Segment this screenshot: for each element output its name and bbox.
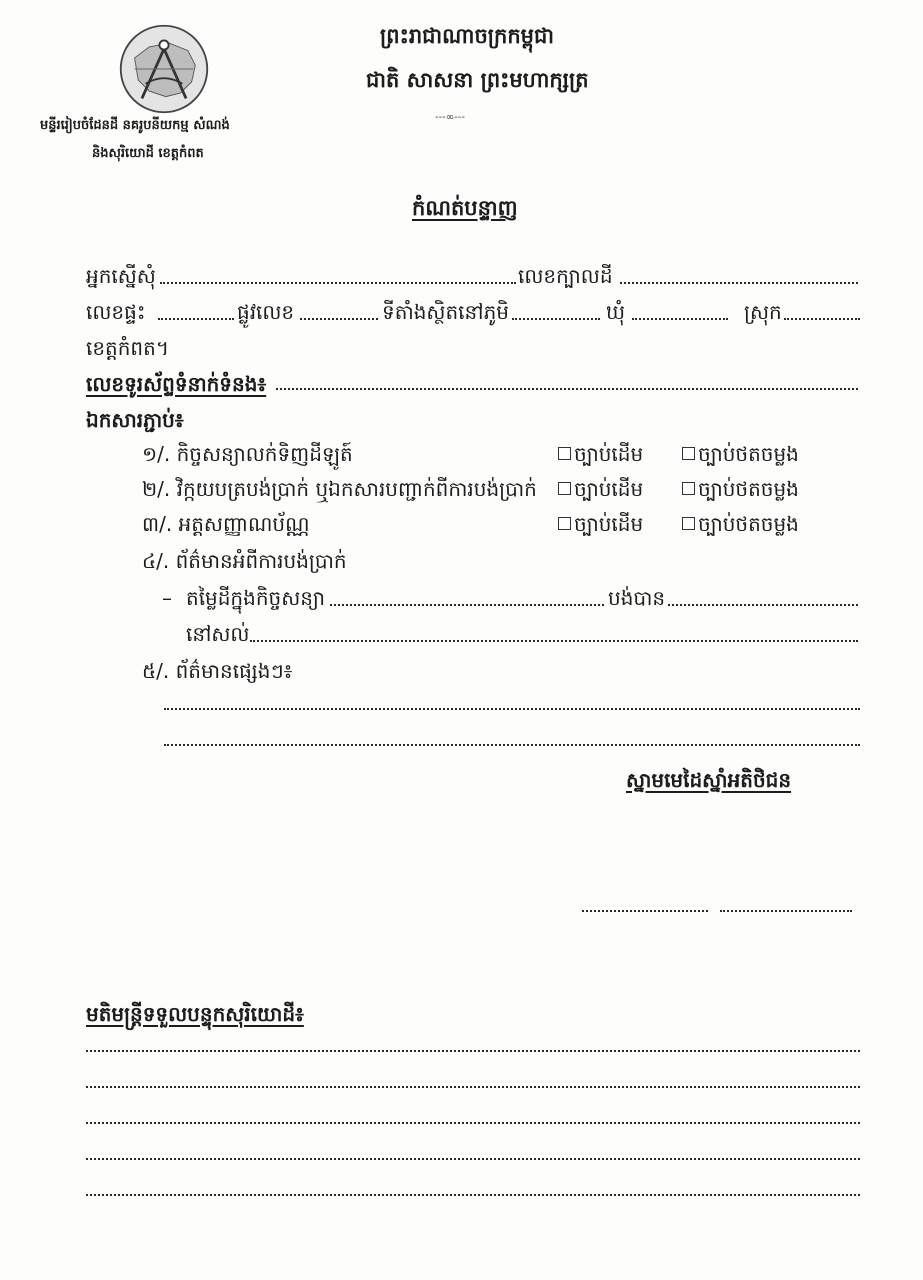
kingdom-title: ព្រះរាជាណាចក្រកម្ពុជា bbox=[380, 24, 555, 48]
header-ornament: ---∞--- bbox=[435, 112, 465, 123]
house-number-field[interactable] bbox=[158, 318, 234, 320]
remaining-field[interactable] bbox=[250, 640, 858, 642]
item-2-copy-checkbox[interactable] bbox=[682, 482, 695, 495]
phone-label: លេខទូរស័ព្ទទំនាក់ទំនង៖ bbox=[86, 372, 267, 396]
district-field[interactable] bbox=[784, 318, 860, 320]
attachment-item-3: ៣/. អត្តសញ្ញាណប័ណ្ណ bbox=[142, 512, 310, 536]
agency-name-line1: មន្ទីររៀបចំដែនដី នគរូបនីយកម្ម សំណង់ bbox=[40, 118, 230, 133]
paid-label: បង់បាន bbox=[608, 586, 666, 610]
other-info-line-2[interactable] bbox=[164, 744, 860, 746]
officer-opinion-label: មតិមន្ត្រីទទួលបន្ទុកសុរិយោដី៖ bbox=[86, 1002, 304, 1026]
officer-opinion-line-1[interactable] bbox=[86, 1050, 860, 1052]
item-1-copy-label: ច្បាប់ថតចម្លង bbox=[698, 442, 799, 466]
attachment-item-5: ៥/. ព័ត៌មានផ្សេងៗ៖ bbox=[142, 659, 293, 683]
officer-opinion-line-3[interactable] bbox=[86, 1122, 860, 1124]
signature-name-field-2[interactable] bbox=[720, 910, 852, 912]
district-label: ស្រុក bbox=[744, 300, 782, 324]
attachment-item-4: ៤/. ព័ត៌មានអំពីការបង់ប្រាក់ bbox=[142, 549, 347, 573]
village-label: ទីតាំងស្ថិតនៅភូមិ bbox=[382, 300, 509, 324]
street-number-field[interactable] bbox=[300, 318, 378, 320]
item-2-original-checkbox[interactable] bbox=[558, 482, 571, 495]
attachments-heading: ឯកសារភ្ជាប់៖ bbox=[86, 408, 184, 432]
item-3-copy-checkbox[interactable] bbox=[682, 517, 695, 530]
agency-name-line2: និងសុរិយោដី ខេត្តកំពត bbox=[92, 146, 204, 161]
officer-opinion-line-4[interactable] bbox=[86, 1158, 860, 1160]
attachment-item-2: ២/. វិក្កយបត្របង់ប្រាក់ ឬឯកសារបញ្ជាក់ពីការបង់ប្រាក់ bbox=[142, 477, 537, 501]
house-number-label: លេខផ្ទះ bbox=[86, 300, 146, 324]
officer-opinion-line-5[interactable] bbox=[86, 1194, 860, 1196]
remaining-label: នៅសល់ bbox=[186, 622, 250, 646]
officer-opinion-line-2[interactable] bbox=[86, 1086, 860, 1088]
applicant-label: អ្នកស្នើសុំ bbox=[86, 264, 156, 288]
price-dash: – bbox=[162, 586, 172, 610]
village-field[interactable] bbox=[512, 318, 600, 320]
document-title: កំណត់បន្ទាញ bbox=[412, 196, 518, 220]
customer-signature-label: ស្នាមមេដៃស្នាំអតិថិជន bbox=[626, 768, 792, 792]
item-3-original-checkbox[interactable] bbox=[558, 517, 571, 530]
land-number-field[interactable] bbox=[620, 282, 858, 284]
item-2-copy-label: ច្បាប់ថតចម្លង bbox=[698, 477, 799, 501]
province-label: ខេត្តកំពត។ bbox=[86, 336, 170, 360]
contract-price-label: តម្លៃដីក្នុងកិច្ចសន្យា bbox=[186, 586, 325, 610]
commune-field[interactable] bbox=[632, 318, 728, 320]
item-1-copy-checkbox[interactable] bbox=[682, 447, 695, 460]
applicant-field[interactable] bbox=[160, 282, 516, 284]
commune-label: ឃុំ bbox=[606, 300, 626, 324]
item-1-original-checkbox[interactable] bbox=[558, 447, 571, 460]
land-number-label: លេខក្បាលដី bbox=[518, 264, 613, 288]
signature-name-field-1[interactable] bbox=[582, 910, 708, 912]
item-1-original-label: ច្បាប់ដើម bbox=[574, 442, 644, 466]
other-info-line-1[interactable] bbox=[164, 708, 860, 710]
item-2-original-label: ច្បាប់ដើម bbox=[574, 477, 644, 501]
ministry-logo-seal bbox=[118, 23, 210, 115]
national-motto: ជាតិ សាសនា ព្រះមហាក្សត្រ bbox=[366, 68, 589, 92]
attachment-item-1: ១/. កិច្ចសន្យាលក់ទិញដីឡូត៍ bbox=[142, 442, 353, 466]
phone-field[interactable] bbox=[276, 388, 858, 390]
item-3-original-label: ច្បាប់ដើម bbox=[574, 512, 644, 536]
paid-field[interactable] bbox=[668, 604, 858, 606]
contract-price-field[interactable] bbox=[330, 604, 604, 606]
item-3-copy-label: ច្បាប់ថតចម្លង bbox=[698, 512, 799, 536]
street-number-label: ផ្លូវលេខ bbox=[237, 300, 295, 324]
